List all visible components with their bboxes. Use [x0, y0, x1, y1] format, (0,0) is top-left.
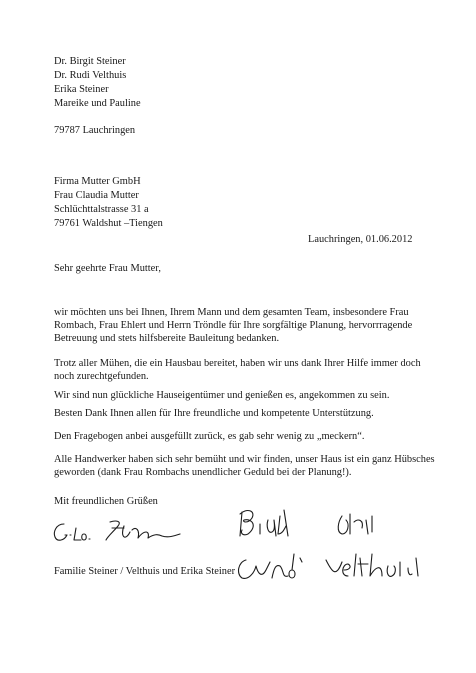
recipient-line-4: 79761 Waldshut –Tiengen	[54, 218, 163, 229]
paragraph-questionnaire: Den Fragebogen anbei ausgefüllt zurück, es gab sehr wenig zu „meckern“.	[54, 431, 365, 442]
closing: Mit freundlichen Grüßen	[54, 496, 158, 507]
salutation: Sehr geehrte Frau Mutter,	[54, 263, 161, 274]
signature-erika-steiner	[50, 516, 215, 546]
signature-line: Familie Steiner / Velthuis und Erika Steiner	[54, 566, 236, 577]
paragraph-effort: Trotz aller Mühen, die ein Hausbau bereitet, haben wir uns dank Ihrer Hilfe immer doch noch zurechtgefunden.	[54, 358, 421, 382]
recipient-line-3: Schlüchttalstrasse 31 a	[54, 204, 149, 215]
date-line: Lauchringen, 01.06.2012	[308, 234, 413, 245]
sender-name-1: Dr. Birgit Steiner	[54, 56, 126, 67]
paragraph-thanks: wir möchten uns bei Ihnen, Ihrem Mann und dem gesamten Team, insbesondere Frau Rombach, Frau Ehlert und Herrn Tröndle für Ihre sorgfältige Planung, hervorrragende Betreuung und stets hilfsbereite Bauleitung bedanken.	[54, 307, 413, 344]
sender-name-4: Mareike und Pauline	[54, 98, 141, 109]
sender-name-2: Dr. Rudi Velthuis	[54, 70, 127, 81]
signature-rudi-velthuis	[232, 548, 437, 588]
sender-name-3: Erika Steiner	[54, 84, 109, 95]
signature-birgit-steiner	[232, 506, 412, 544]
paragraph-support: Besten Dank Ihnen allen für Ihre freundliche und kompetente Unterstützung.	[54, 408, 374, 419]
paragraph-craftsmen: Alle Handwerker haben sich sehr bemüht und wir finden, unser Haus ist ein ganz Hübsches geworden (dank Frau Rombachs unendlicher Geduld bei der Planung!).	[54, 454, 435, 478]
recipient-line-1: Firma Mutter GmbH	[54, 176, 141, 187]
recipient-line-2: Frau Claudia Mutter	[54, 190, 139, 201]
sender-postal: 79787 Lauchringen	[54, 125, 136, 136]
paragraph-owners: Wir sind nun glückliche Hauseigentümer und genießen es, angekommen zu sein.	[54, 390, 390, 401]
